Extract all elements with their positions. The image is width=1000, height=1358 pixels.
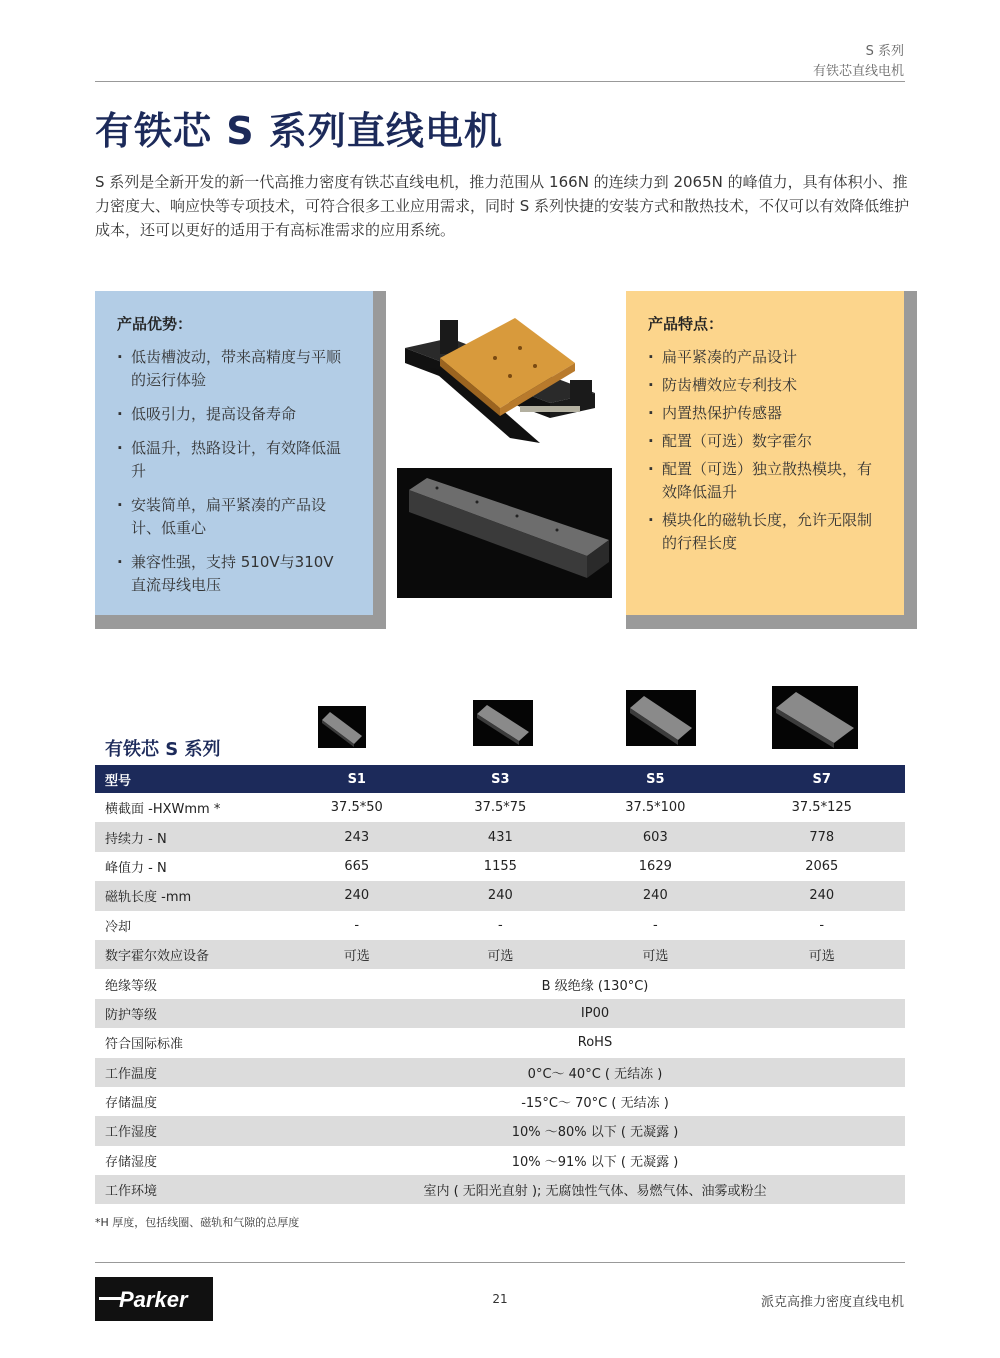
table-cell: 240 (572, 881, 738, 910)
row-label: 工作环境 (95, 1175, 285, 1204)
list-item: · 配置（可选）数字霍尔 (648, 430, 884, 453)
table-cell: 0°C～ 40°C ( 无结冻 ) (285, 1058, 905, 1087)
table-cell: 可选 (429, 940, 573, 969)
row-label: 工作湿度 (95, 1116, 285, 1145)
table-row (95, 1028, 905, 1057)
table-cell: 10% ～80% 以下 ( 无凝露 ) (285, 1116, 905, 1145)
table-footnote: *H 厚度，包括线圈、磁轨和气隙的总厚度 (95, 1216, 300, 1229)
column-header: S1 (285, 765, 429, 793)
table-cell: 37.5*50 (285, 793, 429, 822)
row-label: 防护等级 (95, 999, 285, 1028)
advantages-list (117, 346, 353, 597)
table-cell: 243 (285, 822, 429, 851)
header-divider (95, 81, 905, 82)
table-row (95, 793, 905, 822)
box-shadow-bottom (95, 615, 386, 629)
table-cell: 37.5*100 (572, 793, 738, 822)
header-series: S 系列 (865, 44, 904, 59)
list-item: · 低温升，热路设计，有效降低温升 (117, 437, 353, 483)
list-item: · 配置（可选）独立散热模块，有效降低温升 (648, 458, 884, 504)
intro-paragraph: S 系列是全新开发的新一代高推力密度有铁芯直线电机，推力范围从 166N 的连续力到 2065N 的峰值力，具有体积小、推力密度大、响应快等专项技术，可符合很多工业应用需求，同时 S 系列快捷的安装方式和散热技术，不仅可以有效降低维护成本，还可以更好的适用于有高标准需求的应用系统。 (95, 173, 910, 239)
table-cell: 603 (572, 822, 738, 851)
linear-stage-image (400, 318, 600, 458)
table-cell: 240 (739, 881, 905, 910)
row-label: 冷却 (95, 911, 285, 940)
list-item: · 低吸引力，提高设备寿命 (117, 403, 353, 426)
row-label: 横截面 -HXWmm * (95, 793, 285, 822)
table-cell: 1155 (429, 852, 573, 881)
table-cell: 431 (429, 822, 573, 851)
table-row (95, 852, 905, 881)
page-number: 21 (492, 1292, 508, 1306)
row-label: 数字霍尔效应设备 (95, 940, 285, 969)
list-item: · 扁平紧凑的产品设计 (648, 346, 884, 369)
table-cell: B 级绝缘 (130°C) (285, 969, 905, 998)
table-row (95, 1116, 905, 1145)
logo-text: Parker (119, 1287, 188, 1312)
column-header: 型号 (95, 765, 285, 793)
row-label: 工作温度 (95, 1058, 285, 1087)
table-cell: 37.5*75 (429, 793, 573, 822)
series-title: 有铁芯 S 系列 (105, 739, 221, 760)
table-cell: 可选 (285, 940, 429, 969)
table-row (95, 940, 905, 969)
list-item: · 兼容性强，支持 510V与310V 直流母线电压 (117, 551, 353, 597)
table-cell: 778 (739, 822, 905, 851)
table-row (95, 911, 905, 940)
motor-thumbnail-s1 (318, 706, 366, 748)
table-cell: 665 (285, 852, 429, 881)
row-label: 存储湿度 (95, 1146, 285, 1175)
table-row (95, 1146, 905, 1175)
footer-divider (95, 1262, 905, 1263)
row-label: 符合国际标准 (95, 1028, 285, 1057)
table-cell: 2065 (739, 852, 905, 881)
motor-thumbnail-s3 (473, 700, 533, 746)
table-row (95, 822, 905, 851)
table-cell: - (429, 911, 573, 940)
table-row (95, 999, 905, 1028)
box-shadow-right (904, 291, 917, 629)
motor-thumbnail-s7 (772, 686, 858, 749)
column-header: S5 (572, 765, 738, 793)
features-box (626, 291, 904, 615)
table-cell: -15°C～ 70°C ( 无结冻 ) (285, 1087, 905, 1116)
table-cell: 37.5*125 (739, 793, 905, 822)
motor-thumbnail-s5 (626, 690, 696, 746)
features-list (648, 346, 884, 555)
list-item: · 内置热保护传感器 (648, 402, 884, 425)
row-label: 存储温度 (95, 1087, 285, 1116)
header-subtitle: 有铁芯直线电机 (812, 64, 904, 79)
row-label: 磁轨长度 -mm (95, 881, 285, 910)
table-cell: 1629 (572, 852, 738, 881)
list-item: · 安装简单，扁平紧凑的产品设计、低重心 (117, 494, 353, 540)
features-heading: 产品特点： (648, 315, 724, 333)
row-label: 持续力 - N (95, 822, 285, 851)
table-row (95, 1175, 905, 1204)
list-item: · 低齿槽波动，带来高精度与平顺的运行体验 (117, 346, 353, 392)
table-cell: - (739, 911, 905, 940)
table-cell: 240 (429, 881, 573, 910)
table-header-row (95, 765, 905, 793)
advantages-box (95, 291, 373, 615)
table-cell: 可选 (739, 940, 905, 969)
box-shadow-bottom (626, 615, 917, 629)
list-item: · 模块化的磁轨长度，允许无限制的行程长度 (648, 509, 884, 555)
table-cell: 240 (285, 881, 429, 910)
list-item: · 防齿槽效应专利技术 (648, 374, 884, 397)
box-shadow-right (373, 291, 386, 629)
table-cell: 室内 ( 无阳光直射 ); 无腐蚀性气体、易燃气体、油雾或粉尘 (285, 1175, 905, 1204)
table-row (95, 1058, 905, 1087)
row-label: 绝缘等级 (95, 969, 285, 998)
table-row (95, 1087, 905, 1116)
table-row (95, 969, 905, 998)
table-cell: RoHS (285, 1028, 905, 1057)
table-cell: IP00 (285, 999, 905, 1028)
advantages-heading: 产品优势： (117, 315, 193, 333)
motor-coil-image (397, 468, 612, 598)
table-row (95, 881, 905, 910)
parker-logo (95, 1277, 213, 1321)
table-cell: - (572, 911, 738, 940)
table-cell: 10% ～91% 以下 ( 无凝露 ) (285, 1146, 905, 1175)
footer-title: 派克高推力密度直线电机 (760, 1295, 904, 1310)
column-header: S7 (739, 765, 905, 793)
column-header: S3 (429, 765, 573, 793)
spec-table (95, 765, 905, 1204)
page-title: 有铁芯 S 系列直线电机 (95, 109, 503, 153)
table-cell: - (285, 911, 429, 940)
table-cell: 可选 (572, 940, 738, 969)
row-label: 峰值力 - N (95, 852, 285, 881)
